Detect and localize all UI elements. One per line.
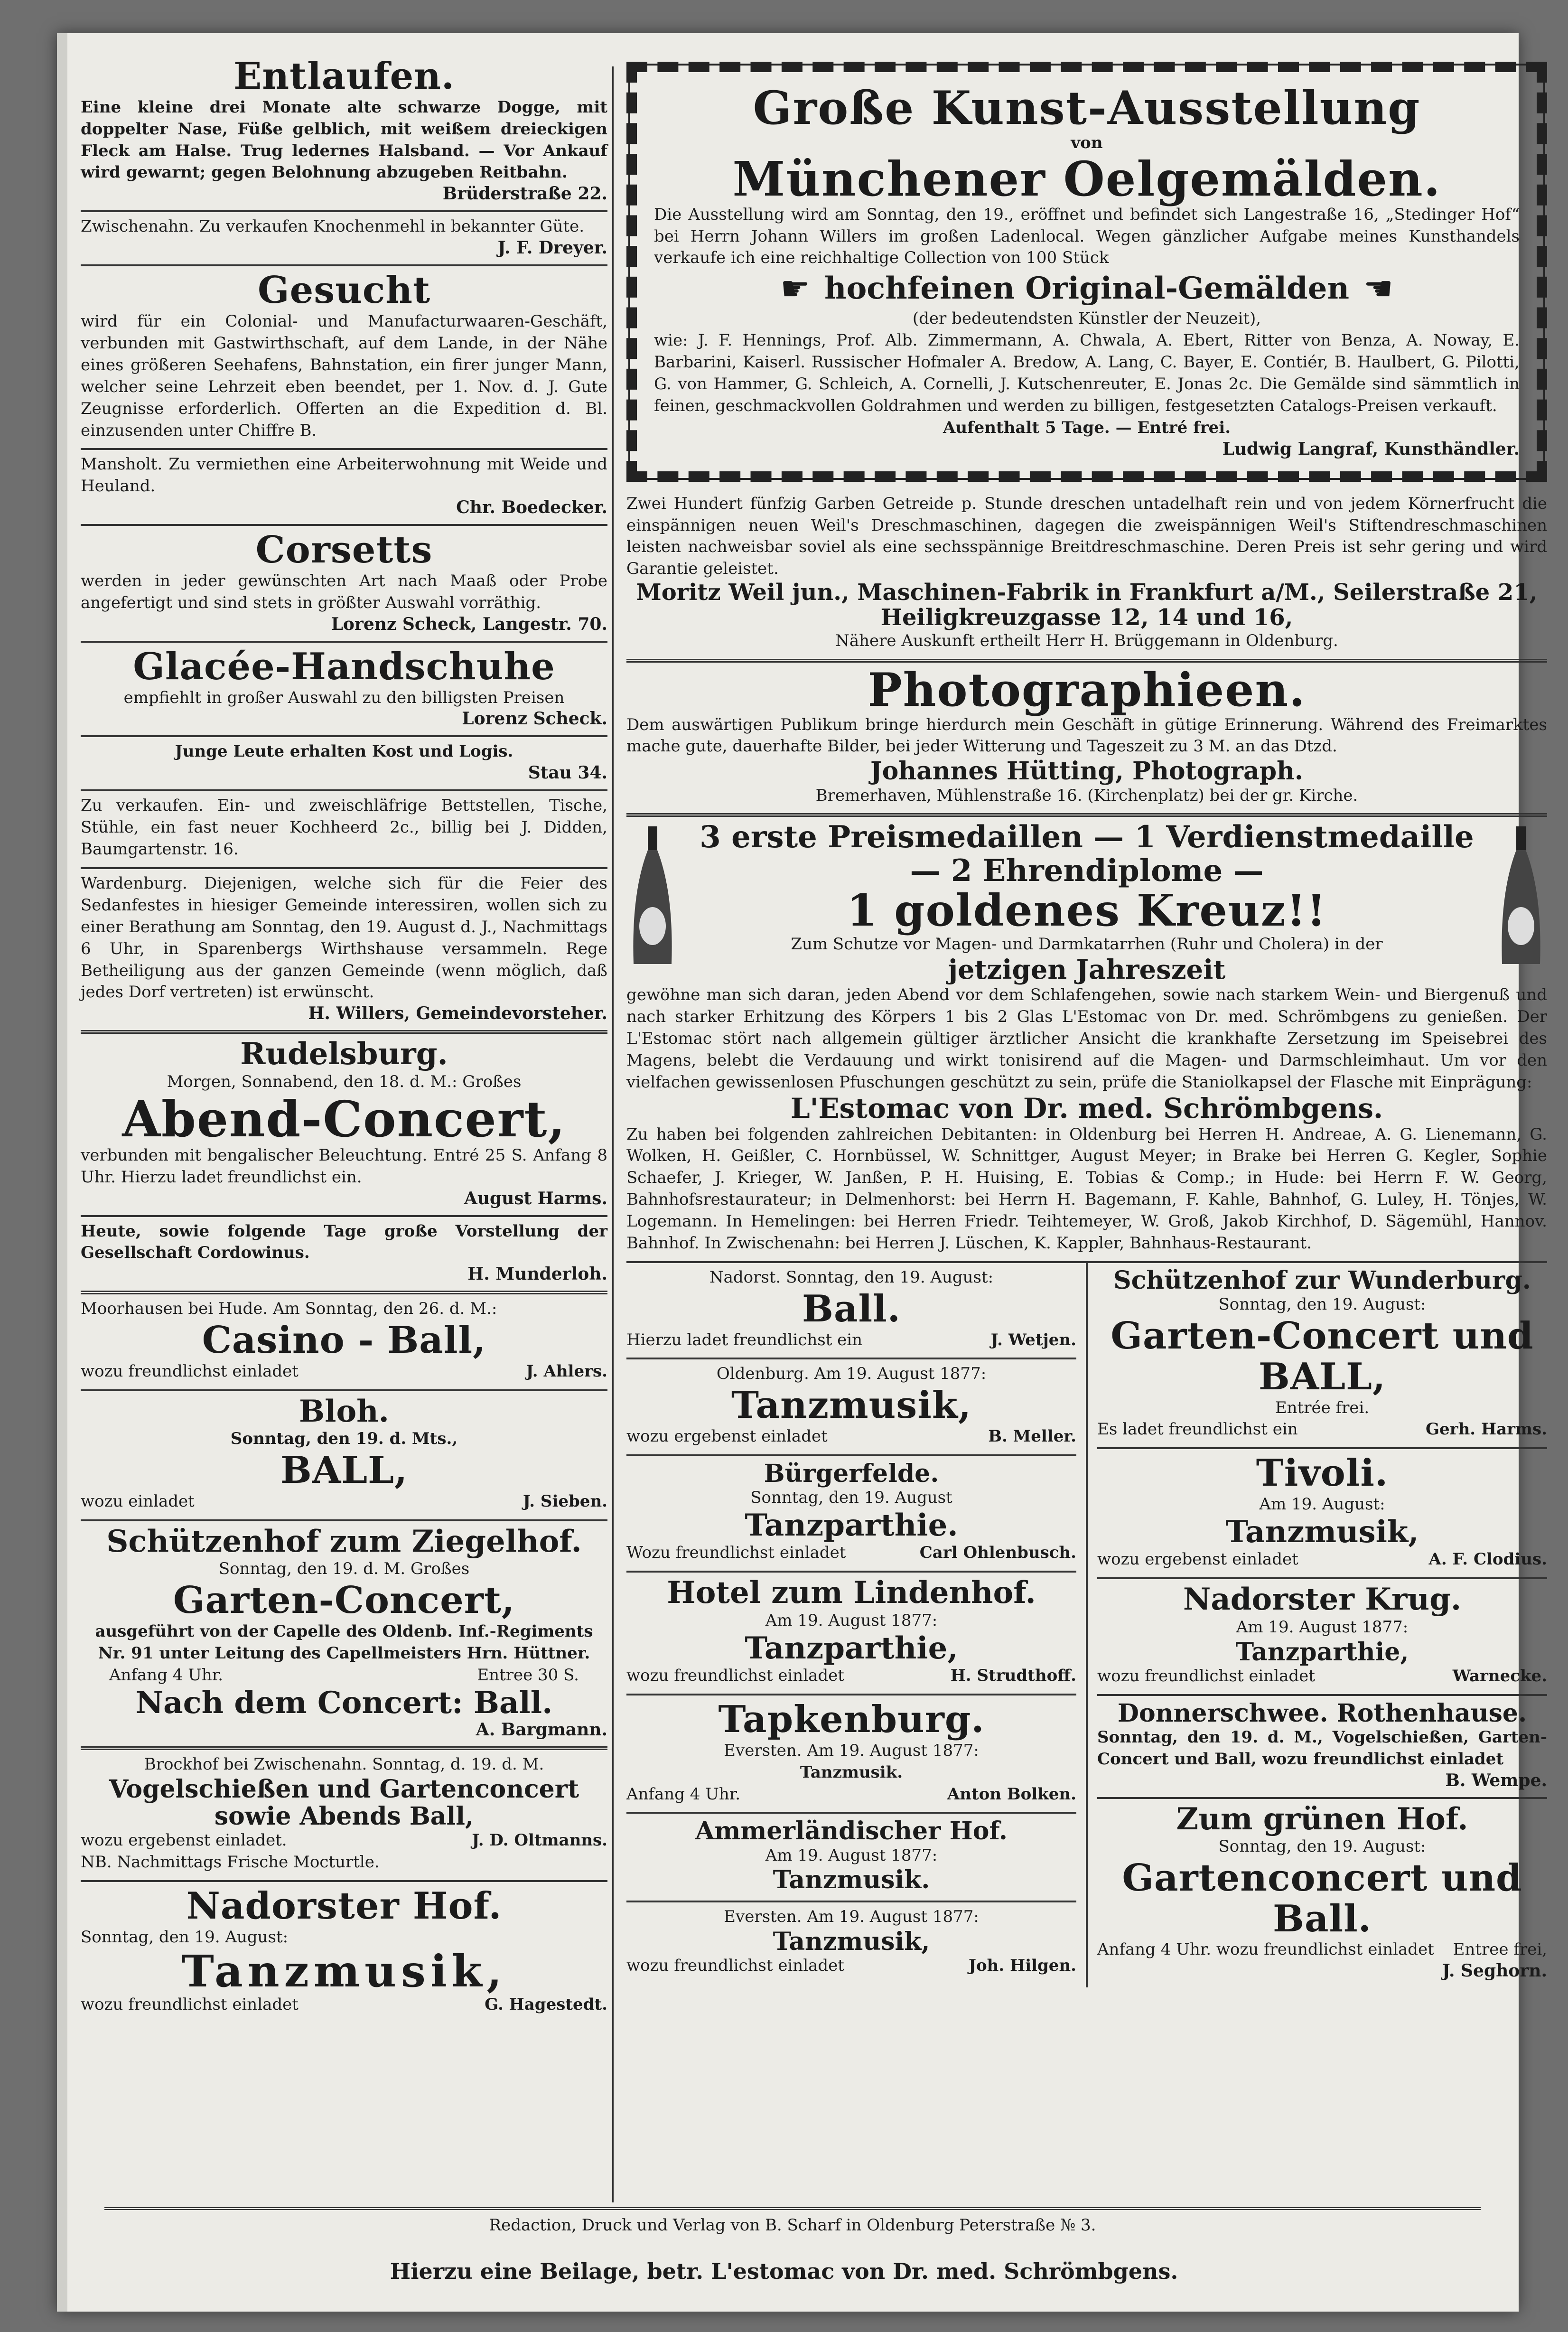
- ad-footnote: Nähere Auskunft ertheilt Herr H. Brüggemann in Oldenburg.: [835, 631, 1338, 650]
- ad-title: Ammerländischer Hof.: [695, 1817, 1008, 1846]
- ad-lindenhof: [626, 1573, 1076, 1695]
- ad-headline: Gartenconcert und Ball.: [1122, 1856, 1522, 1940]
- ad-signature: B. Wempe.: [1445, 1770, 1547, 1790]
- ad-title: Donnerschwee. Rothenhause.: [1117, 1698, 1527, 1728]
- ad-headline: Tanzmusik.: [773, 1865, 930, 1895]
- column-divider: [612, 66, 614, 2202]
- left-column: [81, 52, 607, 2023]
- ad-mid-headline: hochfeinen Original-Gemälden: [824, 271, 1349, 307]
- ad-von: von: [1071, 133, 1103, 152]
- ad-invite: wozu freundlichst einladet: [1097, 1666, 1315, 1686]
- ad-signature: H. Willers, Gemeindevorsteher.: [308, 1003, 607, 1024]
- ad-invite: Anfang 4 Uhr. wozu freundlichst einladet: [1097, 1940, 1434, 1959]
- ad-junge-leute: [81, 737, 607, 791]
- ad-invite: wozu freundlichst einladet: [81, 1362, 299, 1381]
- ad-text: Eine kleine drei Monate alte schwarze Dogge, mit doppelter Nase, Füße gelblich, mit weißem dreieckigen Fleck am Halse. Trug ledernes Halsband. — Vor Ankauf wird gewarnt; gegen Belohnung abzugeben Reitbahn.: [81, 97, 607, 182]
- ad-signature: J. Ahlers.: [526, 1362, 607, 1381]
- ad-signature: H. Munderloh.: [467, 1264, 607, 1284]
- ad-signature: Carl Ohlenbusch.: [919, 1543, 1076, 1563]
- ad-entlaufen: [81, 52, 607, 212]
- ad-eversten-tanzmusik: [626, 1902, 1076, 1984]
- ad-signature: Chr. Boedecker.: [456, 497, 607, 518]
- ad-buergerfelde: [626, 1456, 1076, 1573]
- event-ads-left: [626, 1263, 1086, 1988]
- event-ads-right: [1086, 1263, 1547, 1988]
- ad-signature: Lorenz Scheck.: [462, 709, 607, 729]
- ad-signature: A. F. Clodius.: [1428, 1550, 1547, 1569]
- ad-headline: Abend-Concert,: [122, 1089, 566, 1148]
- ad-gruener-hof: [1097, 1799, 1547, 1988]
- ad-headline: Tanzparthie,: [745, 1630, 958, 1666]
- ad-text: Zwischenahn. Zu verkaufen Knochenmehl in bekannter Güte.: [81, 217, 585, 236]
- ad-line-4: Zum Schutze vor Magen- und Darmkatarrhen (Ruhr und Cholera) in der: [791, 934, 1383, 954]
- ad-start: Anfang 4 Uhr.: [109, 1665, 224, 1685]
- ad-line: Sonntag, den 19. August:: [1218, 1295, 1426, 1314]
- ad-ziegelhof: [81, 1521, 607, 1750]
- ad-signature: Gerh. Harms.: [1426, 1420, 1547, 1439]
- ad-headline: Casino - Ball,: [202, 1319, 486, 1362]
- ad-entree: Entree 30 S.: [477, 1665, 579, 1685]
- ad-text: Mansholt. Zu vermiethen eine Arbeiterwohnung mit Weide und Heuland.: [81, 455, 607, 496]
- ad-note: NB. Nachmittags Frische Mocturtle.: [81, 1853, 380, 1872]
- ad-kunst-ausstellung: [626, 62, 1547, 482]
- ad-nadorst-ball: [626, 1263, 1076, 1360]
- ad-text: verbunden mit bengalischer Beleuchtung. Entré 25 S. Anfang 8 Uhr. Hierzu ladet freundlichst ein.: [81, 1145, 607, 1187]
- ad-headline: Garten-Concert und BALL,: [1111, 1314, 1534, 1398]
- ad-ammerlaendischer-hof: [626, 1814, 1076, 1902]
- ad-estomac: [626, 817, 1547, 1263]
- ad-line: Moorhausen bei Hude. Am Sonntag, den 26. d. M.:: [81, 1299, 497, 1319]
- ad-signature: Lorenz Scheck, Langestr. 70.: [331, 614, 607, 634]
- ad-text: Zwei Hundert fünfzig Garben Getreide p. Stunde dreschen untadelhaft rein und von jedem Körnerfrucht die einspännigen neuen Weil's Dreschmaschinen, dagegen die zweispännigen Weil's Stiftendreschmaschinen leisten nachweisbar soviel als eine sechsspännige Breitdreschmaschine. Deren Preis ist sehr gering und wird Garantie geleistet.: [626, 494, 1547, 579]
- ad-line: Nadorst. Sonntag, den 19. August:: [709, 1267, 994, 1287]
- ad-text: Die Ausstellung wird am Sonntag, den 19., eröffnet und befindet sich Langestraße 16, „Stedinger Hof“ bei Herrn Johann Willers im großen Ladenlocal. Wegen gänzlicher Aufgabe meines Kunsthandels verkaufe ich eine reichhaltige Collection von 100 Stück: [654, 205, 1520, 268]
- ad-signature: A. Bargmann.: [476, 1720, 607, 1740]
- ad-signature: Joh. Hilgen.: [968, 1956, 1076, 1975]
- ad-text-2: Zu haben bei folgenden zahlreichen Debitanten: in Oldenburg bei Herren H. Andreae, A. G. Lienemann, G. Wolken, H. Geißler, C. Hornbüssel, W. Schnittger, August Meyer; in Brake bei Herren G. Kegler, Sophie Schaefer, J. Krieger, W. Janßen, P. H. Huising, E. Tobias & Comp.; in Hude: bei Herrn F. W. Georg, Bahnhofsrestaurateur; in Delmenhorst: bei Herrn H. Bagemann, F. Kahle, Bahnhof, G. Luley, H. Tönjes, W. Logemann. In Hemelingen: bei Herren Friedr. Teihtemeyer, W. Groß, Jakob Kirchhof, D. Sägemühl, Hannov. Bahnhof. In Zwischenahn: bei Herren J. Lüschen, K. Kappler, Bahnhaus-Restaurant.: [626, 1124, 1547, 1253]
- ad-line: Sonntag, den 19. August:: [1218, 1837, 1426, 1856]
- ad-text-2: wie: J. F. Hennings, Prof. Alb. Zimmermann, A. Chwala, A. Ebert, Ritter von Benza, A. Noway, E. Barbarini, Kaiserl. Russischer Hofmaler A. Bredow, A. Lang, C. Bayer, E. Contiér, B. Haulbert, G. Pilotti, G. von Hammer, G. Schleich, A. Cornelli, J. Kutschenreuter, E. Jonas 2c. Die Gemälde sind sämmtlich in feinen, geschmackvollen Goldrahmen und werden zu billigen, festgesetzten Catalogs-Preisen verkauft.: [654, 331, 1520, 415]
- ad-oldenburg-tanzmusik: [626, 1359, 1076, 1456]
- ad-title: Hotel zum Lindenhof.: [667, 1575, 1036, 1611]
- ad-signature: J. Seghorn.: [1442, 1961, 1547, 1981]
- ad-photographieen: [626, 663, 1547, 817]
- ad-line: Am 19. August 1877:: [765, 1611, 938, 1630]
- ad-paren: (der bedeutendsten Künstler der Neuzeit),: [912, 309, 1261, 328]
- imprint: Redaction, Druck und Verlag von B. Scharf in Oldenburg Peterstraße № 3.: [489, 2216, 1096, 2235]
- ad-rothenhause: [1097, 1696, 1547, 1799]
- ad-text: wird für ein Colonial- und Manufacturwaaren-Geschäft, verbunden mit Gastwirthschaft, auf dem Lande, in der Nähe eines größeren Seehafens, Bahnstation, ein firer junger Mann, welcher seine Lehrzeit eben beendet, per 1. Nov. d. J. Gute Zeugnisse erforderlich. Offerten an die Expedition d. Bl. einzusenden unter Chiffre B.: [81, 312, 607, 440]
- ad-title: Schützenhof zum Ziegelhof.: [106, 1523, 582, 1559]
- ad-nadorster-krug: [1097, 1579, 1547, 1695]
- ad-verkaufen: [81, 791, 607, 869]
- ad-title: Tivoli.: [1256, 1452, 1389, 1495]
- ad-signature: Stau 34.: [528, 763, 607, 783]
- ad-signature: H. Strudthoff.: [950, 1666, 1076, 1686]
- ad-title: Glacée-Handschuhe: [133, 645, 555, 688]
- ad-line: Brockhof bei Zwischenahn. Sonntag, d. 19. d. M.: [144, 1755, 544, 1774]
- ad-brockhof: [81, 1750, 607, 1882]
- ad-title: Große Kunst-Ausstellung: [753, 81, 1421, 135]
- ad-stay: Aufenthalt 5 Tage. — Entré frei.: [943, 418, 1231, 437]
- ad-invite: wozu ergebenst einladet: [1097, 1550, 1298, 1569]
- ad-text: Wardenburg. Diejenigen, welche sich für die Feier des Sedanfestes in hiesiger Gemeinde interessiren, wollen sich zu einer Berathung am Sonntag, den 19. August d. J., Nachmittags 6 Uhr, in Sparenbergs Wirthshause versammeln. Rege Betheiligung aus der ganzen Gemeinde (wenn möglich, daß jedes Dorf vertreten) ist erwünscht.: [81, 874, 607, 1002]
- pointing-hand-right-icon: ☛: [780, 269, 811, 309]
- page-spine: [57, 33, 67, 2312]
- ad-headline-2: Nach dem Concert: Ball.: [135, 1685, 553, 1721]
- ad-invite: wozu freundlichst einladet: [626, 1956, 844, 1975]
- ad-title: Bloh.: [299, 1393, 389, 1429]
- ad-text: ausgeführt von der Capelle des Oldenb. Inf.-Regiments Nr. 91 unter Leitung des Capellmeisters Hrn. Hüttner.: [95, 1622, 593, 1663]
- ad-title: Tapkenburg.: [718, 1697, 985, 1741]
- pointing-hand-left-icon: ☚: [1363, 269, 1393, 309]
- ad-title: Nadorster Hof.: [186, 1884, 502, 1928]
- ad-weil: [626, 489, 1547, 663]
- event-ads-grid: [626, 1263, 1547, 1988]
- beilage-note: Hierzu eine Beilage, betr. L'estomac von Dr. med. Schrömbgens.: [390, 2258, 1178, 2284]
- right-column: [626, 62, 1547, 1987]
- ad-signature: J. Wetjen.: [990, 1330, 1076, 1349]
- ad-zwischenahn: [81, 212, 607, 266]
- ad-line: Eversten. Am 19. August 1877:: [724, 1907, 979, 1926]
- ad-line-5: jetzigen Jahreszeit: [948, 954, 1226, 985]
- ad-line-1: 3 erste Preismedaillen — 1 Verdienstmedaille: [700, 819, 1474, 855]
- ad-line: Sonntag, den 19. August: [750, 1488, 952, 1508]
- ad-headline: Moritz Weil jun., Maschinen-Fabrik in Frankfurt a/M., Seilerstraße 21, Heiligkreuzgasse 12, 14 und 16,: [636, 579, 1538, 631]
- ad-text: empfiehlt in großer Auswahl zu den billigsten Preisen: [123, 688, 565, 707]
- ad-mansholt: [81, 450, 607, 526]
- ad-moorhausen: [81, 1294, 607, 1391]
- bottle-left-image: [626, 826, 679, 969]
- ad-signature: J. Sieben.: [523, 1492, 607, 1511]
- imprint-bar: [104, 2207, 1481, 2237]
- ad-bloh: [81, 1391, 607, 1521]
- ad-signature: Warnecke.: [1452, 1666, 1547, 1686]
- ad-title: Rudelsburg.: [240, 1036, 448, 1072]
- ad-line: Am 19. August 1877:: [1236, 1617, 1409, 1637]
- ad-headline: Tanzmusik,: [1225, 1514, 1419, 1550]
- ad-line: Sonntag, den 19. August:: [81, 1927, 289, 1947]
- ad-title: Entlaufen.: [233, 55, 455, 98]
- ad-invite: wozu freundlichst einladet: [81, 1995, 299, 2014]
- ad-nadorster-hof: [81, 1882, 607, 2023]
- ad-text: Heute, sowie folgende Tage große Vorstellung der Gesellschaft Cordowinus.: [81, 1221, 607, 1263]
- ad-signature: August Harms.: [464, 1188, 607, 1208]
- ad-text: gewöhne man sich daran, jeden Abend vor dem Schlafengehen, sowie nach starkem Wein- und Biergenuß und nach starker Erhitzung des Körpers 1 bis 2 Glas L'Estomac von Dr. med. Schrömbgens zu genießen. Der L'Estomac stört nach allgemein gültiger ärztlicher Ansicht die krankhafte Zersetzung im Speisebrei des Magens, belebt die Verdauung und wirkt tonisirend auf die Magen- und Darmschleimhaut. Um vor den vielfachen gewissenlosen Pfuschungen geschützt zu sein, prüfe die Staniolkapsel der Flasche mit Einprägung:: [626, 985, 1547, 1092]
- ad-title: Gesucht: [257, 269, 431, 312]
- ad-line: Am 19. August:: [1259, 1495, 1385, 1514]
- ad-wunderburg: [1097, 1263, 1547, 1449]
- ad-title: Bürgerfelde.: [764, 1459, 939, 1489]
- ad-invite: Es ladet freundlichst ein: [1097, 1420, 1298, 1439]
- ad-text: werden in jeder gewünschten Art nach Maaß oder Probe angefertigt und sind stets in größter Auswahl vorräthig.: [81, 571, 607, 612]
- ad-signature: G. Hagestedt.: [485, 1995, 607, 2014]
- ad-title: Schützenhof zur Wunderburg.: [1113, 1265, 1531, 1295]
- ad-corsetts: [81, 526, 607, 643]
- ad-headline: Ball.: [802, 1287, 901, 1330]
- ad-line: Eversten. Am 19. August 1877:: [724, 1741, 979, 1760]
- ad-invite: wozu freundlichst einladet: [626, 1666, 844, 1686]
- ad-subtitle: Münchener Oelgemälden.: [732, 150, 1441, 207]
- ad-title: Corsetts: [255, 528, 433, 572]
- ad-line-2: — 2 Ehrendiplome —: [910, 852, 1264, 889]
- ad-headline: 1 goldenes Kreuz!!: [847, 885, 1327, 937]
- ad-start: Anfang 4 Uhr.: [626, 1784, 741, 1804]
- ad-headline: Garten-Concert,: [173, 1579, 515, 1622]
- ad-glace: [81, 643, 607, 738]
- ad-invite: Hierzu ladet freundlichst ein: [626, 1330, 863, 1349]
- ad-signature: J. F. Dreyer.: [497, 238, 607, 258]
- ad-rudelsburg: [81, 1034, 607, 1217]
- ad-gesucht: [81, 266, 607, 450]
- ad-invite: Wozu freundlichst einladet: [626, 1543, 846, 1563]
- ad-invite: wozu ergebenst einladet.: [81, 1831, 287, 1850]
- ad-line: Sonntag, den 19. d. Mts.,: [230, 1429, 458, 1449]
- ad-headline: Tanzmusik.: [800, 1762, 903, 1782]
- ad-headline: Vogelschießen und Gartenconcert sowie Abends Ball,: [109, 1774, 579, 1831]
- ad-headline: Tanzmusik,: [731, 1384, 972, 1427]
- ad-signature: Ludwig Langraf, Kunsthändler.: [1222, 439, 1520, 459]
- ad-wardenburg: [81, 869, 607, 1034]
- ad-text: Dem auswärtigen Publikum bringe hierdurch mein Geschäft in gütige Erinnerung. Während des Freimarktes mache gute, dauerhafte Bilder, bei jeder Witterung und Tageszeit zu 3 M. an das Dtzd.: [626, 715, 1547, 756]
- ad-signature: B. Meller.: [988, 1427, 1076, 1446]
- ad-invite: wozu einladet: [81, 1492, 195, 1511]
- ad-headline: Tanzparthie.: [745, 1508, 958, 1544]
- ad-headline: Tanzparthie,: [1235, 1637, 1409, 1667]
- ad-title: Photographieen.: [868, 663, 1306, 717]
- ad-line: Morgen, Sonnabend, den 18. d. M.: Großes: [167, 1072, 522, 1091]
- ad-address: Bremerhaven, Mühlenstraße 16. (Kirchenplatz) bei der gr. Kirche.: [815, 786, 1358, 805]
- ad-signature: Brüderstraße 22.: [442, 184, 607, 204]
- ad-text: Zu verkaufen. Ein- und zweischläfrige Bettstellen, Tische, Stühle, ein fast neuer Kochheerd 2c., billig bei J. Didden, Baumgartenstr. 16.: [81, 796, 607, 859]
- ad-line: Sonntag, den 19. d. M., Vogelschießen, Garten-Concert und Ball, wozu freundlichst einladet: [1097, 1727, 1547, 1769]
- ad-headline: BALL,: [280, 1449, 408, 1492]
- ad-signature: J. D. Oltmanns.: [472, 1831, 607, 1850]
- ad-line: Sonntag, den 19. d. M. Großes: [218, 1559, 470, 1579]
- ad-text: Junge Leute erhalten Kost und Logis.: [175, 742, 513, 761]
- ad-headline: Tanzmusik,: [181, 1945, 507, 1997]
- ad-line: Am 19. August 1877:: [765, 1845, 938, 1865]
- ad-brand: L'Estomac von Dr. med. Schrömbgens.: [790, 1092, 1383, 1124]
- ad-title: Zum grünen Hof.: [1176, 1801, 1468, 1837]
- ad-entree: Entrée frei.: [1275, 1398, 1370, 1417]
- ad-tapkenburg: [626, 1695, 1076, 1814]
- ad-name: Johannes Hütting, Photograph.: [870, 757, 1303, 786]
- ad-invite: wozu ergebenst einladet: [626, 1427, 828, 1446]
- ad-heute: [81, 1217, 607, 1295]
- ad-headline: Tanzmusik,: [773, 1927, 930, 1956]
- bottle-right-image: [1495, 826, 1547, 969]
- beilage-note-wrap: [0, 2259, 1568, 2284]
- ad-entree: Entree frei,: [1453, 1940, 1547, 1959]
- ad-title: Nadorster Krug.: [1183, 1582, 1462, 1618]
- ad-signature: Anton Bolken.: [947, 1784, 1076, 1804]
- ad-line: Oldenburg. Am 19. August 1877:: [716, 1364, 987, 1384]
- ad-tivoli: [1097, 1449, 1547, 1579]
